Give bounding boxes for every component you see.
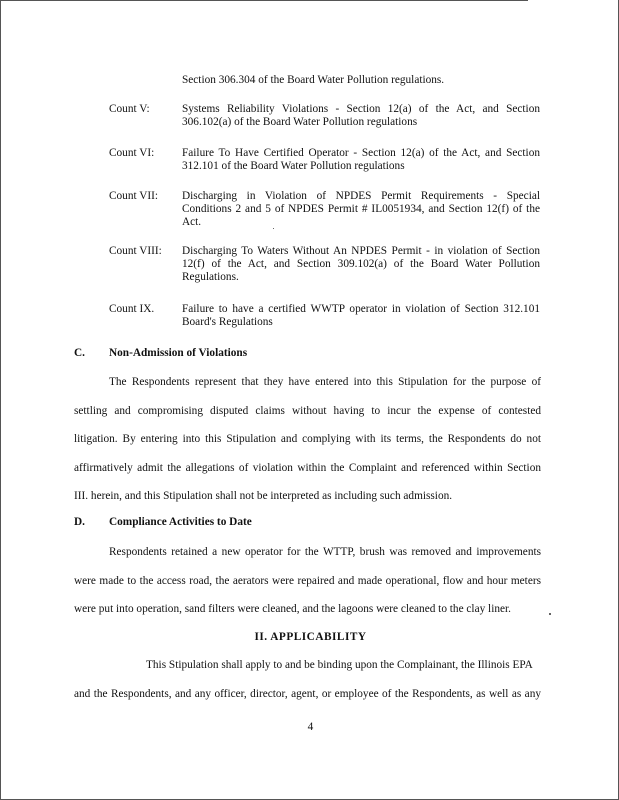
count-vii-line-3: Act.: [182, 216, 202, 228]
count-vii-label: Count VII:: [109, 190, 159, 202]
section-d-title: Compliance Activities to Date: [109, 516, 252, 528]
section-ii-line-1: This Stipulation shall apply to and be binding upon the Complainant, the Illinois EPA: [146, 659, 533, 671]
section-c-line-1: The Respondents represent that they have entered into this Stipulation for the purpose of: [109, 376, 541, 388]
scan-edge: [528, 0, 618, 2]
count-viii-line-3: Regulations.: [182, 271, 239, 283]
section-d-letter: D.: [74, 516, 85, 528]
count-viii-text: [182, 245, 540, 284]
section-c-line-5: III. herein, and this Stipulation shall not be interpreted as including such admission.: [74, 490, 453, 502]
count-viii-label: Count VIII:: [109, 245, 162, 257]
scan-speck: [273, 228, 274, 229]
section-c-letter: C.: [74, 347, 85, 359]
count-vii-line-1: Discharging in Violation of NPDES Permit Requirements - Special: [182, 190, 540, 202]
section-c-line-3: litigation. By entering into this Stipulation and complying with its terms, the Respondents do not: [74, 433, 541, 445]
count-v-line-1: Systems Reliability Violations - Section 12(a) of the Act, and Section: [182, 103, 540, 115]
count-ix-label: Count IX.: [109, 303, 155, 315]
count-ix-text: [182, 303, 540, 329]
section-ii-line-2: and the Respondents, and any officer, director, agent, or employee of the Respondents, as well as any: [74, 687, 541, 700]
count-vii-text: [182, 190, 540, 229]
count-vii-line-2: Conditions 2 and 5 of NPDES Permit # IL0051934, and Section 12(f) of the: [182, 203, 540, 215]
scan-speck: [549, 613, 551, 615]
page-number: 4: [307, 721, 314, 733]
count-viii-line-2: 12(f) of the Act, and Section 309.102(a) of the Board Water Pollution: [182, 258, 540, 270]
count-vi-label: Count VI:: [109, 147, 155, 159]
count-vi-line-2: 312.101 of the Board Water Pollution regulations: [182, 160, 405, 172]
section-d-line-2: were made to the access road, the aerators were repaired and made operational, flow and hour meters: [74, 574, 541, 587]
count-viii-line-1: Discharging To Waters Without An NPDES Permit - in violation of Section: [182, 245, 540, 257]
section-ii-title: II. APPLICABILITY: [254, 631, 367, 643]
count-v-text: [182, 103, 540, 129]
section-d-line-1: Respondents retained a new operator for the WTTP, brush was removed and improvements: [109, 546, 541, 558]
section-d-line-3: were put into operation, sand filters were cleaned, and the lagoons were cleaned to the clay liner.: [74, 603, 511, 615]
continuation-line: Section 306.304 of the Board Water Pollution regulations.: [182, 74, 445, 86]
count-v-line-2: 306.102(a) of the Board Water Pollution regulations: [182, 116, 418, 128]
section-c-paragraph: [74, 376, 541, 519]
section-c-title: Non-Admission of Violations: [109, 347, 248, 359]
section-c-line-4: affirmatively admit the allegations of violation within the Complaint and referenced within Section: [74, 461, 541, 474]
count-v-label: Count V:: [109, 103, 150, 115]
count-ix-line-1: Failure to have a certified WWTP operator in violation of Section 312.101: [182, 303, 540, 315]
count-ix-line-2: Board's Regulations: [182, 316, 273, 328]
count-vi-text: [182, 147, 540, 173]
section-ii-paragraph: [74, 659, 541, 716]
section-d-paragraph: [74, 546, 541, 632]
section-c-line-2: settling and compromising disputed claims without having to incur the expense of contested: [74, 404, 541, 417]
count-vi-line-1: Failure To Have Certified Operator - Section 12(a) of the Act, and Section: [182, 147, 540, 159]
